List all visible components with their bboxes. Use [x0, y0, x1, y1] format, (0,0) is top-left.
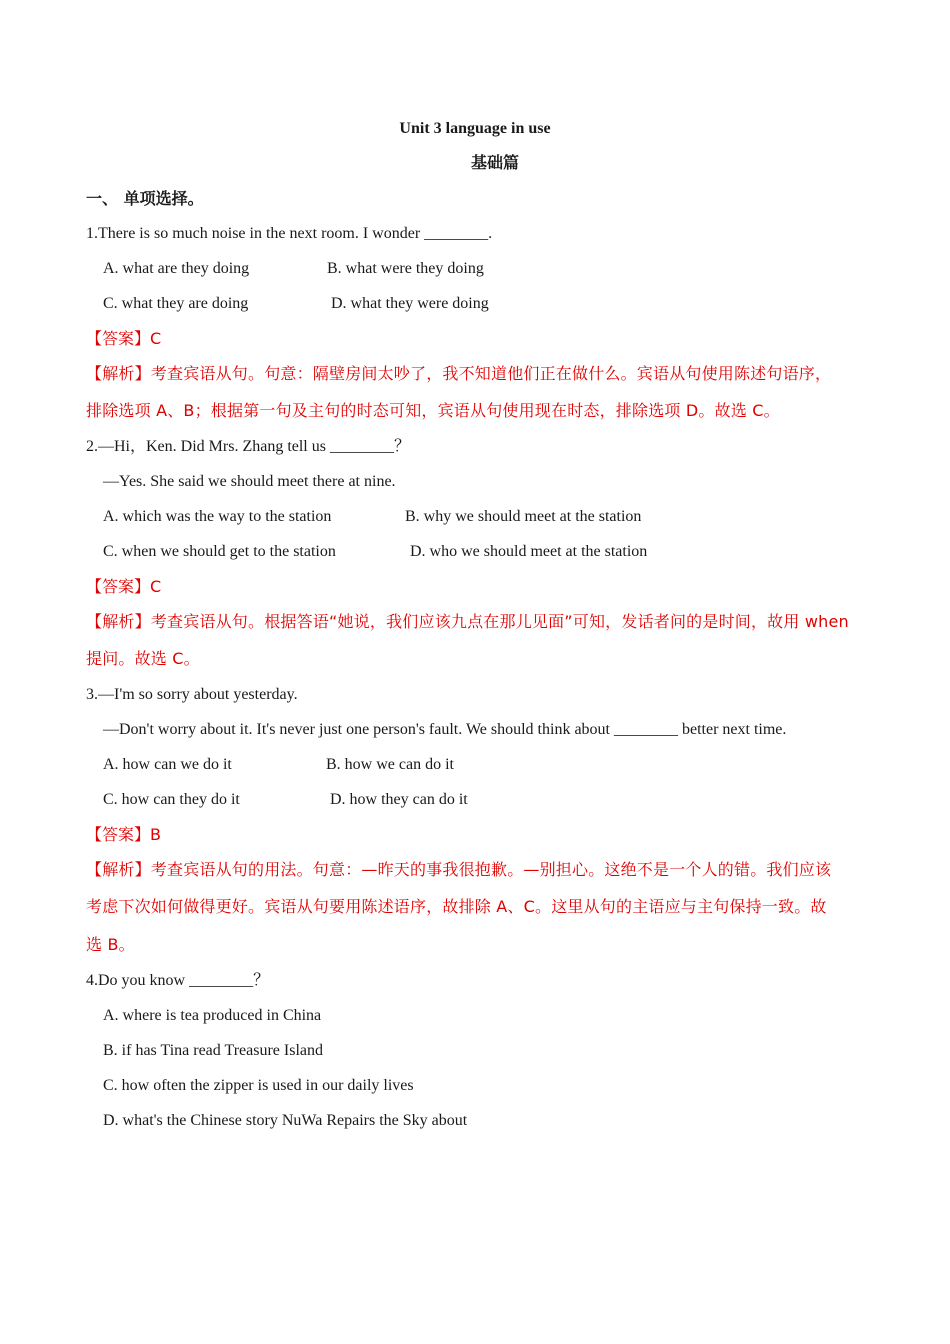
question-1-option-d: D. what they were doing [331, 295, 489, 312]
document-subtitle: 基础篇 [470, 153, 519, 172]
question-1-stem: 1.There is so much noise in the next room. I wonder ________. [86, 225, 493, 242]
document-title: Unit 3 language in use [399, 120, 551, 137]
question-3-option-b: B. how we can do it [326, 756, 454, 773]
question-2-dialog: —Yes. She said we should meet there at nine. [103, 473, 396, 490]
question-3-stem: 3.—I'm so sorry about yesterday. [86, 686, 298, 703]
question-3-analysis-line-3: 选 B。 [86, 935, 135, 954]
question-3-answer: 【答案】B [86, 825, 161, 844]
question-4-option-c: C. how often the zipper is used in our daily lives [103, 1077, 414, 1094]
question-3-option-d: D. how they can do it [330, 791, 468, 808]
question-3-analysis-line-1: 【解析】考查宾语从句的用法。句意：—昨天的事我很抱歉。—别担心。这绝不是一个人的错。我们应该 [86, 860, 832, 879]
question-3-dialog: —Don't worry about it. It's never just one person's fault. We should think about ________ better next time. [103, 721, 787, 738]
question-4-option-a: A. where is tea produced in China [103, 1007, 322, 1024]
question-1-option-b: B. what were they doing [327, 260, 484, 277]
question-1-analysis-line-1: 【解析】考查宾语从句。句意：隔壁房间太吵了，我不知道他们正在做什么。宾语从句使用陈述句语序， [86, 364, 832, 383]
question-2-answer: 【答案】C [86, 577, 162, 596]
question-2-analysis-line-2: 提问。故选 C。 [86, 649, 200, 668]
question-2-option-a: A. which was the way to the station [103, 508, 332, 525]
question-2-option-d: D. who we should meet at the station [410, 543, 648, 560]
question-1-answer: 【答案】C [86, 329, 162, 348]
question-2-option-b: B. why we should meet at the station [405, 508, 642, 525]
question-2-option-c: C. when we should get to the station [103, 543, 336, 560]
question-4-stem: 4.Do you know ________？ [86, 972, 270, 989]
question-4-option-b: B. if has Tina read Treasure Island [103, 1042, 323, 1059]
question-2-analysis-line-1: 【解析】考查宾语从句。根据答语“她说，我们应该九点在那儿见面”可知，发话者问的是时间，故用 when [86, 612, 849, 631]
question-3-option-a: A. how can we do it [103, 756, 232, 773]
question-1-analysis-line-2: 排除选项 A、B；根据第一句及主句的时态可知，宾语从句使用现在时态，排除选项 D。故选 C。 [86, 401, 780, 420]
question-3-analysis-line-2: 考虑下次如何做得更好。宾语从句要用陈述语序，故排除 A、C。这里从句的主语应与主句保持一致。故 [86, 897, 827, 916]
question-4-option-d: D. what's the Chinese story NuWa Repairs the Sky about [103, 1112, 468, 1129]
question-1-option-a: A. what are they doing [103, 260, 250, 277]
question-3-option-c: C. how can they do it [103, 791, 240, 808]
question-2-stem: 2.—Hi，Ken. Did Mrs. Zhang tell us ________？ [86, 438, 410, 455]
section-heading: 一、 单项选择。 [86, 189, 204, 208]
question-1-option-c: C. what they are doing [103, 295, 249, 312]
